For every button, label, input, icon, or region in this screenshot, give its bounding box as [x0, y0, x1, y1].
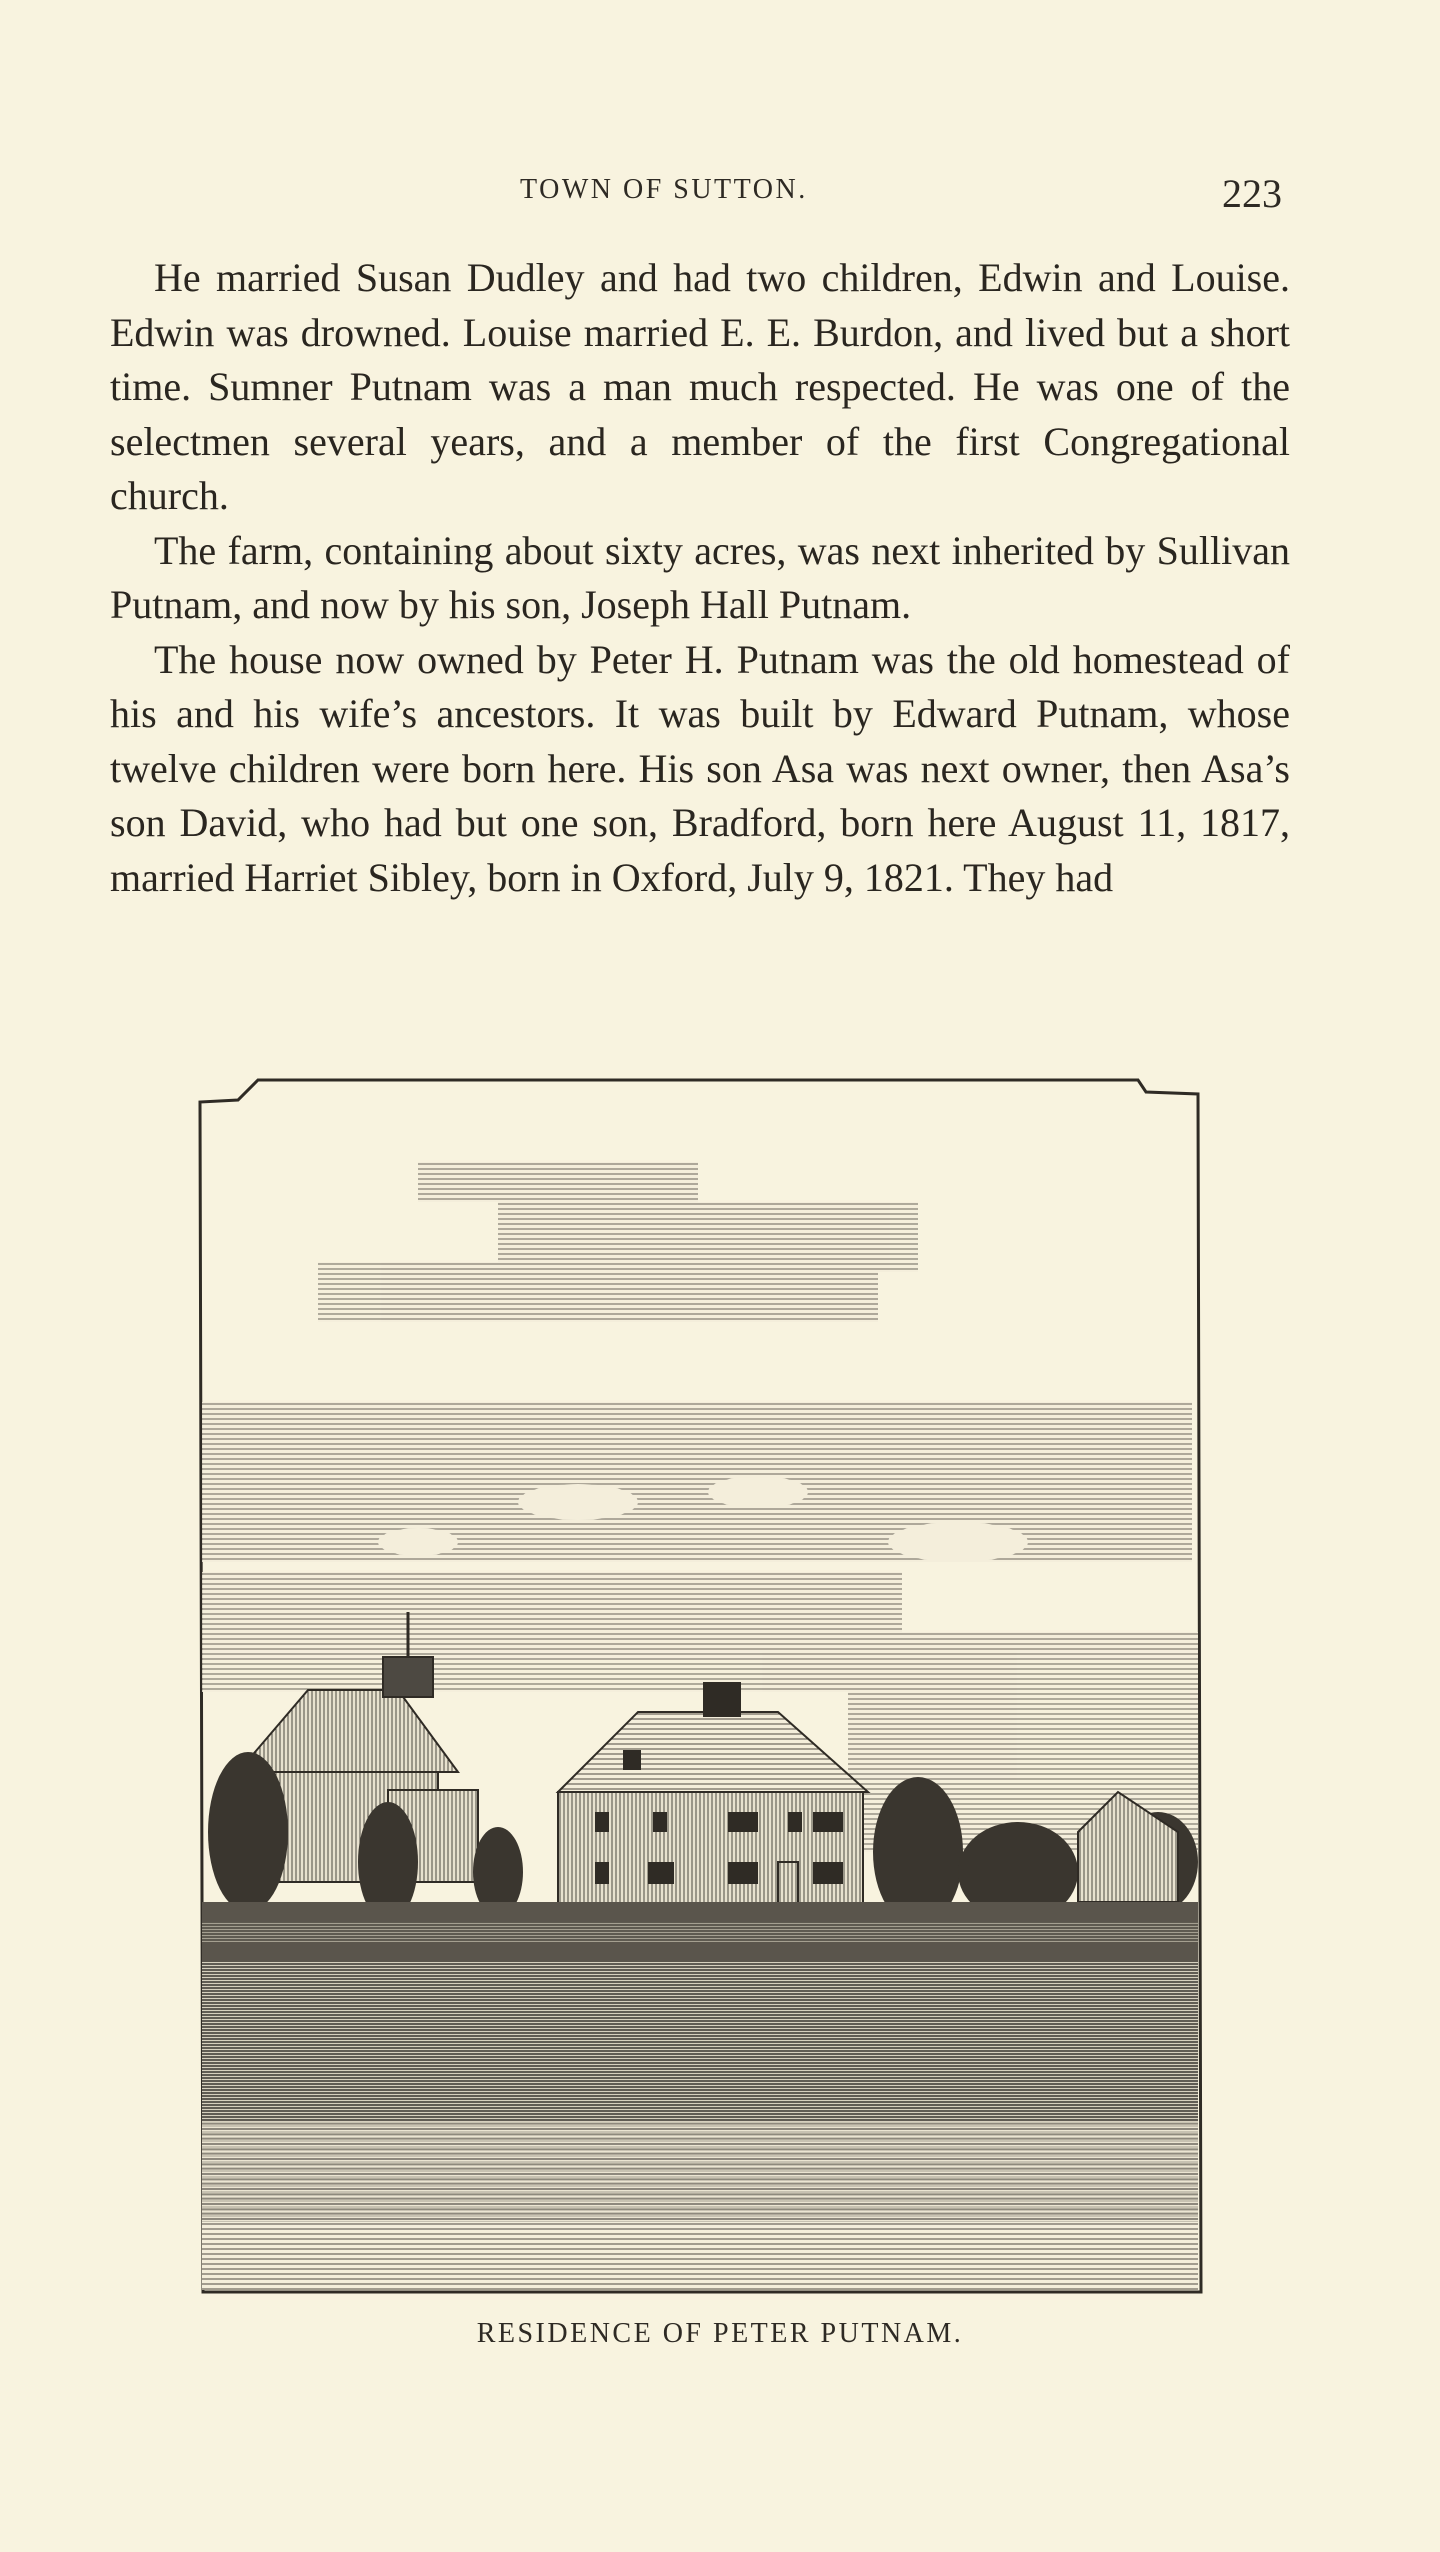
engraving-illustration	[198, 1072, 1204, 2302]
page-header	[0, 170, 1440, 230]
paragraph: The house now owned by Peter H. Putnam was the old homestead of his and his wife’s ancestors. It was built by Edward Putnam, whose twelve children were born here. His son Asa was next owner, then Asa’s son David, who had but one son, Bradford, born here August 11, 1817, married Harriet Sibley, born in Oxford, July 9, 1821. They had	[110, 636, 1290, 900]
figure-caption: RESIDENCE OF PETER PUTNAM.	[476, 2318, 964, 2349]
body-text	[110, 251, 1290, 905]
paragraph: The farm, containing about sixty acres, was next inherited by Sullivan Putnam, and now by his son, Joseph Hall Putnam.	[110, 527, 1290, 627]
page-number: 223	[1222, 171, 1282, 216]
paragraph: He married Susan Dudley and had two children, Edwin and Louise. Edwin was drowned. Louise married E. E. Burdon, and lived but a short time. Sumner Putnam was a man much respected. He was one of the selectmen several years, and a member of the first Congregational church.	[110, 255, 1290, 518]
running-head: TOWN OF SUTTON.	[520, 174, 808, 205]
